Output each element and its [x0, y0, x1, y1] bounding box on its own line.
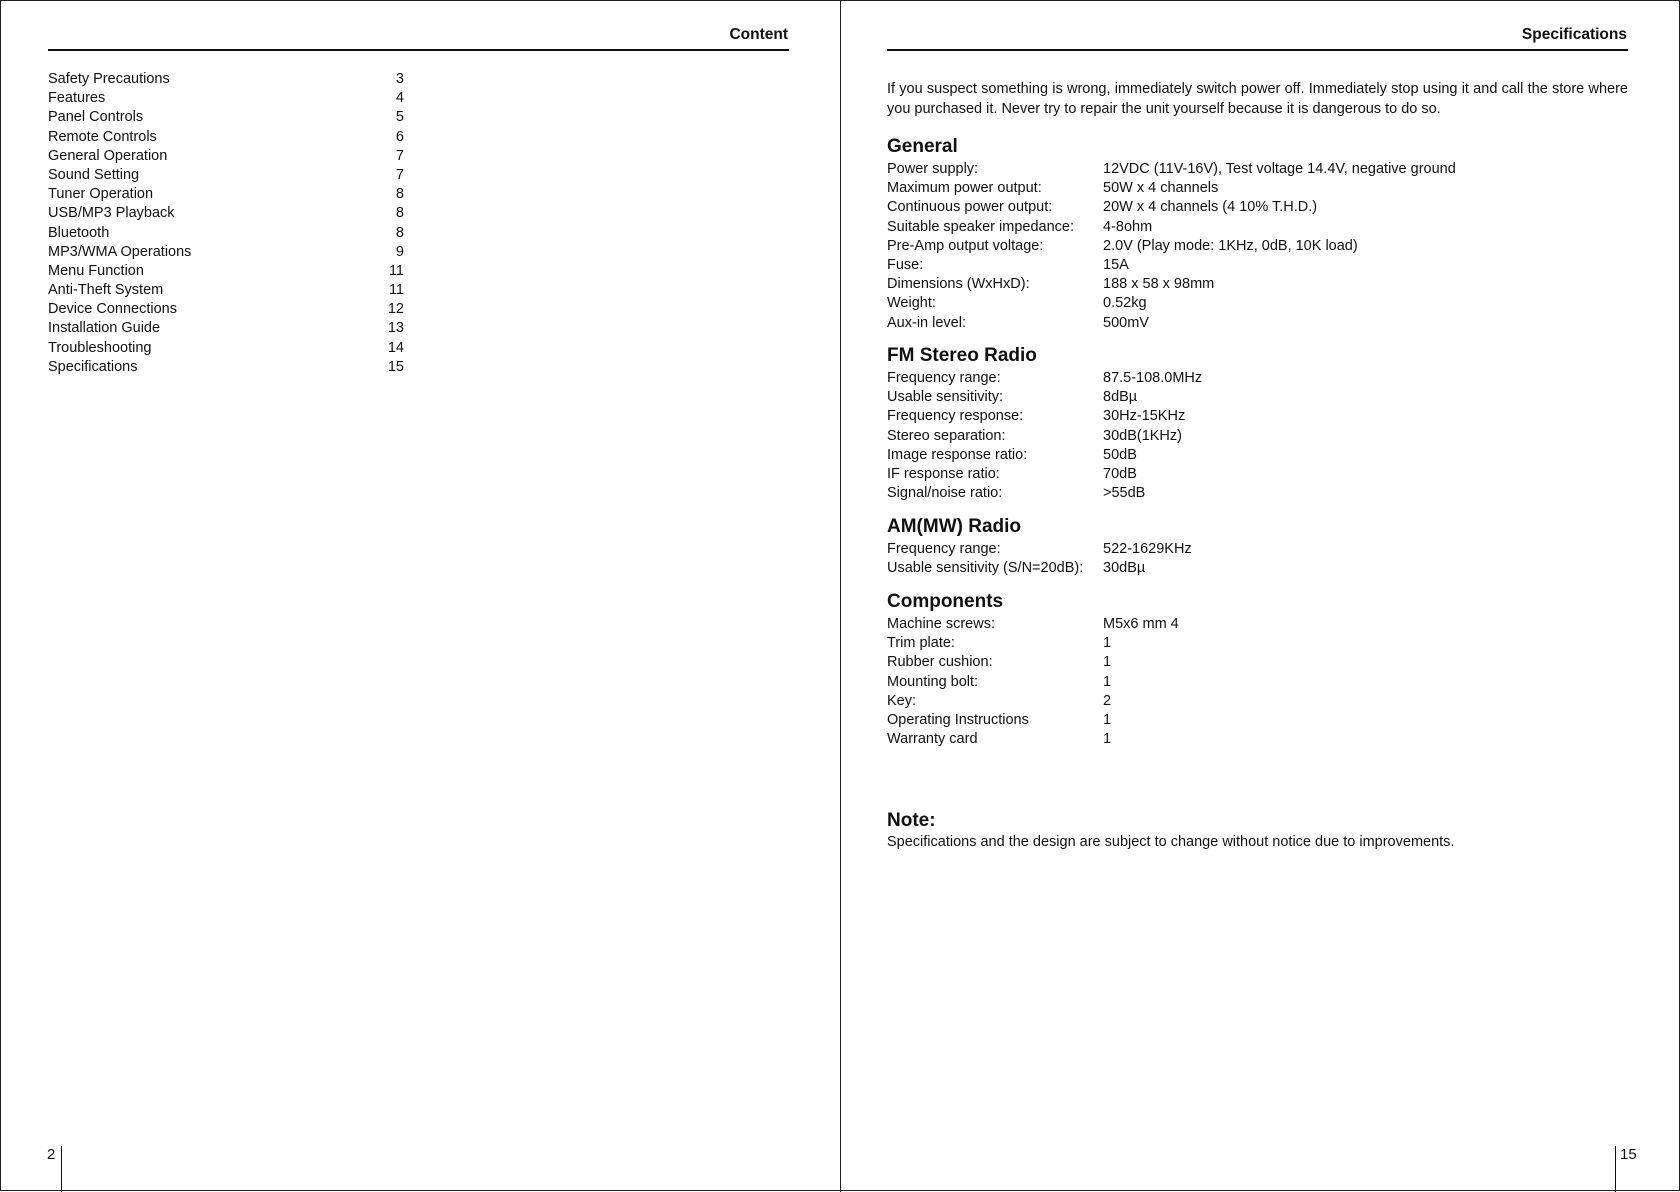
spec-value: 12VDC (11V-16V), Test voltage 14.4V, negative ground: [1103, 161, 1456, 177]
toc-page-number: 8: [395, 205, 404, 222]
toc-entry[interactable]: [48, 300, 404, 319]
toc-title: General Operation: [48, 147, 168, 164]
toc-page-number: 3: [395, 71, 404, 87]
spec-label: Usable sensitivity:: [887, 389, 1004, 406]
spec-row: [887, 407, 1628, 426]
spec-label: Continuous power output:: [887, 199, 1053, 216]
header-rule: [887, 49, 1628, 51]
toc-page-number: 13: [387, 320, 404, 337]
toc-title: Anti-Theft System: [48, 282, 164, 299]
spec-row: [887, 634, 1628, 653]
toc-title: Tuner Operation: [48, 186, 154, 203]
toc-entry[interactable]: [48, 166, 404, 185]
toc-page-number: 8: [395, 186, 404, 203]
toc-page-number: 6: [395, 128, 404, 145]
spec-section-general: [887, 135, 1628, 333]
toc-title: Panel Controls: [48, 109, 144, 126]
spec-label: Pre-Amp output voltage:: [887, 237, 1044, 254]
section-heading: General: [887, 136, 958, 157]
spec-row: [887, 314, 1628, 333]
spec-value: 1: [1103, 711, 1112, 728]
toc-entry[interactable]: [48, 70, 404, 89]
spec-label: Power supply:: [887, 161, 979, 177]
toc-entry[interactable]: [48, 204, 404, 223]
spec-row: [887, 559, 1628, 578]
toc-entry[interactable]: [48, 358, 404, 377]
toc-page-number: 7: [395, 147, 404, 164]
note-text: Specifications and the design are subject to change without notice due to improvements.: [887, 834, 1455, 850]
spec-value: 0.52kg: [1103, 295, 1147, 312]
page-number-rule: [1615, 1146, 1616, 1192]
contents-page: [1, 1, 841, 1192]
toc-title: Sound Setting: [48, 166, 140, 183]
toc-page-number: 9: [395, 243, 404, 260]
spec-label: Weight:: [887, 295, 936, 312]
spec-label: Maximum power output:: [887, 180, 1042, 197]
toc-page-number: 4: [395, 90, 404, 107]
toc-page-number: 12: [387, 301, 404, 318]
toc-title: Menu Function: [48, 262, 144, 279]
spec-label: Frequency range:: [887, 370, 1001, 386]
toc-title: Installation Guide: [48, 320, 161, 337]
spec-row: [887, 692, 1628, 711]
toc-entry[interactable]: [48, 262, 404, 281]
toc-entry[interactable]: [48, 281, 404, 300]
spec-label: Suitable speaker impedance:: [887, 218, 1075, 235]
spec-row: [887, 673, 1628, 692]
spec-label: Fuse:: [887, 256, 924, 273]
spec-row: [887, 465, 1628, 484]
toc-title: USB/MP3 Playback: [48, 205, 175, 222]
toc-title: Bluetooth: [48, 224, 110, 241]
toc-title: Specifications: [48, 358, 138, 375]
section-heading: Components: [887, 591, 1004, 612]
spec-label: Usable sensitivity (S/N=20dB):: [887, 560, 1084, 577]
spec-value: 50dB: [1103, 446, 1137, 463]
header-rule: [48, 49, 789, 51]
spec-label: Operating Instructions: [887, 711, 1029, 728]
toc-entry[interactable]: [48, 224, 404, 243]
spec-label: Trim plate:: [887, 635, 955, 652]
page-number: 2: [47, 1146, 56, 1163]
toc-entry[interactable]: [48, 128, 404, 147]
spec-row: [887, 179, 1628, 198]
spec-value: 500mV: [1103, 314, 1149, 331]
spec-value: 1: [1103, 654, 1112, 671]
page-number-rule: [61, 1146, 62, 1192]
spec-row: [887, 730, 1628, 749]
section-heading: AM(MW) Radio: [887, 516, 1022, 537]
toc-page-number: 5: [395, 109, 404, 126]
spec-value: 1: [1103, 673, 1112, 690]
spec-row: [887, 615, 1628, 634]
toc-entry[interactable]: [48, 339, 404, 358]
spec-label: Aux-in level:: [887, 314, 966, 331]
toc-entry[interactable]: [48, 147, 404, 166]
spec-label: Dimensions (WxHxD):: [887, 276, 1030, 293]
toc-page-number: 11: [388, 262, 404, 279]
toc-title: Device Connections: [48, 301, 177, 318]
table-of-contents: [48, 70, 404, 377]
toc-page-number: 7: [395, 166, 404, 183]
spec-label: Warranty card: [887, 731, 978, 748]
toc-page-number: 8: [395, 224, 404, 241]
spec-value: >55dB: [1103, 485, 1146, 502]
spec-row: [887, 369, 1628, 388]
toc-entry[interactable]: [48, 319, 404, 338]
spec-row: [887, 160, 1628, 179]
spec-row: [887, 256, 1628, 275]
spec-value: 50W x 4 channels: [1103, 180, 1219, 197]
spec-value: 2.0V (Play mode: 1KHz, 0dB, 10K load): [1103, 237, 1358, 254]
page-number: 15: [1620, 1146, 1637, 1163]
spec-value: M5x6 mm 4: [1103, 616, 1179, 632]
spec-row: [887, 540, 1628, 559]
spec-row: [887, 711, 1628, 730]
spec-section-components: [887, 590, 1628, 749]
toc-page-number: 11: [388, 282, 404, 299]
toc-title: Features: [48, 90, 106, 107]
note-block: [887, 809, 1628, 853]
spec-value: 70dB: [1103, 465, 1137, 482]
spec-section-fm-radio: [887, 344, 1628, 503]
warning-paragraph: If you suspect something is wrong, immediately switch power off. Immediately stop using it and call the store where you purchased it. Never try to repair the unit yourself because it is dangerous to do so.: [887, 81, 1628, 117]
spec-row: [887, 653, 1628, 672]
toc-page-number: 15: [387, 358, 404, 375]
spec-label: Image response ratio:: [887, 446, 1028, 463]
spec-value: 15A: [1103, 256, 1129, 273]
spec-row: [887, 446, 1628, 465]
toc-entry[interactable]: [48, 243, 404, 262]
toc-entry[interactable]: [48, 108, 404, 127]
spec-row: [887, 275, 1628, 294]
spec-row: [887, 294, 1628, 313]
spec-row: [887, 218, 1628, 237]
page-header-title: Specifications: [1521, 26, 1627, 43]
spec-row: [887, 427, 1628, 446]
spec-label: Key:: [887, 692, 917, 709]
section-heading: FM Stereo Radio: [887, 345, 1037, 366]
spec-value: 4-8ohm: [1103, 218, 1153, 235]
spec-row: [887, 198, 1628, 217]
spec-label: Machine screws:: [887, 616, 995, 632]
spec-value: 30dBµ: [1103, 560, 1146, 577]
toc-entry[interactable]: [48, 89, 404, 108]
spec-label: Rubber cushion:: [887, 654, 993, 671]
spec-label: IF response ratio:: [887, 465, 1000, 482]
spec-value: 522-1629KHz: [1103, 541, 1192, 557]
spec-row: [887, 237, 1628, 256]
spec-label: Stereo separation:: [887, 427, 1006, 444]
spec-value: 30dB(1KHz): [1103, 427, 1182, 444]
spec-value: 30Hz-15KHz: [1103, 408, 1186, 425]
toc-title: Troubleshooting: [48, 339, 152, 356]
specifications-page: [841, 1, 1680, 1192]
toc-entry[interactable]: [48, 185, 404, 204]
toc-title: MP3/WMA Operations: [48, 243, 192, 260]
spec-label: Frequency range:: [887, 541, 1001, 557]
spec-label: Mounting bolt:: [887, 673, 979, 690]
spec-value: 1: [1103, 635, 1112, 652]
page-header-title: Content: [729, 26, 788, 43]
spec-value: 20W x 4 channels (4 10% T.H.D.): [1103, 199, 1318, 216]
spec-value: 188 x 58 x 98mm: [1103, 276, 1215, 293]
spec-row: [887, 388, 1628, 407]
spec-value: 2: [1103, 692, 1112, 709]
spec-section-am-radio: [887, 515, 1628, 578]
toc-title: Remote Controls: [48, 128, 157, 145]
toc-page-number: 14: [387, 339, 404, 356]
spec-value: 8dBµ: [1103, 389, 1138, 406]
spec-value: 1: [1103, 731, 1112, 748]
note-heading: Note:: [887, 810, 936, 831]
spec-label: Frequency response:: [887, 408, 1024, 425]
spec-row: [887, 484, 1628, 503]
toc-title: Safety Precautions: [48, 71, 170, 87]
spec-value: 87.5-108.0MHz: [1103, 370, 1203, 386]
spec-label: Signal/noise ratio:: [887, 485, 1003, 502]
